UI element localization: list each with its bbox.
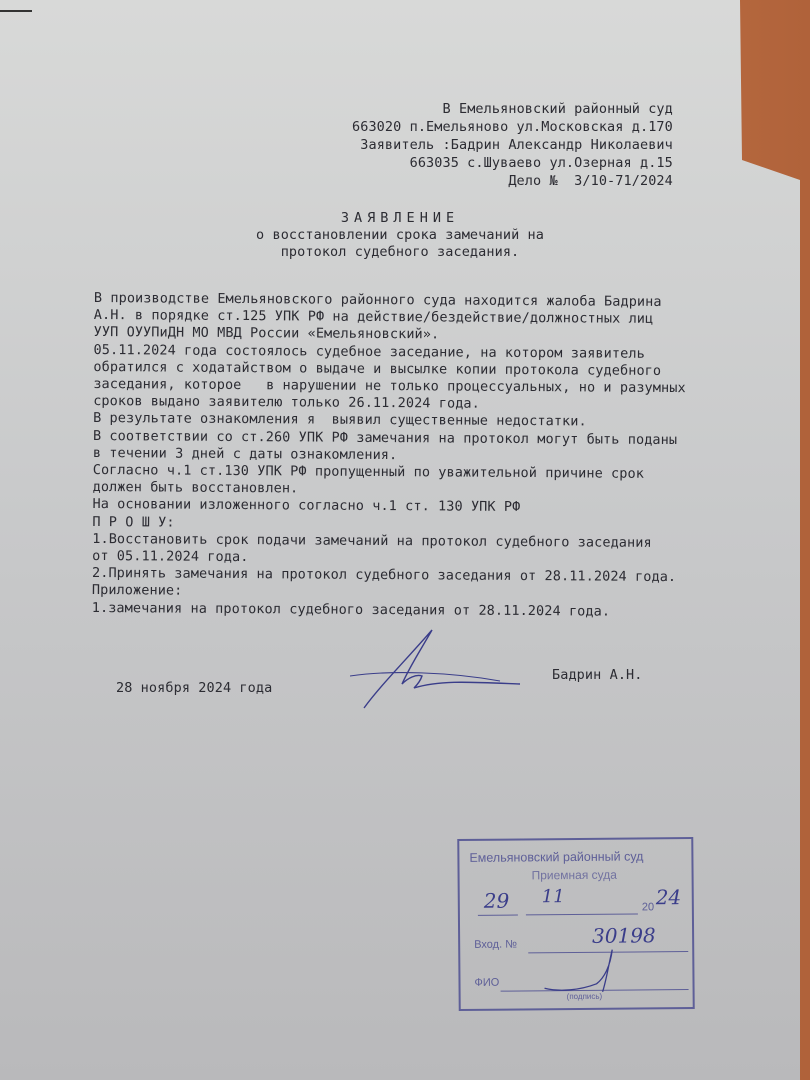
stamp-day: 29 (483, 888, 510, 913)
stamp-month-line (526, 913, 638, 915)
addressee-block (352, 100, 673, 190)
stamp-fio-label: ФИО (474, 976, 500, 989)
document-title (240, 210, 560, 261)
body-line: должен быть восстановлен. (92, 479, 299, 497)
body-line: В результате ознакомления я выявил существенные недостатки. (93, 410, 587, 430)
body-line: А.Н. в порядке ст.125 УПК РФ на действие/бездействие/должностных лиц (93, 307, 654, 328)
body-line: обратился с ходатайством о выдаче и высылке копии протокола судебного (93, 358, 662, 379)
stamp-signature-caption: (подпись) (566, 991, 603, 1002)
document-body (92, 290, 687, 621)
body-line: в течении 3 дней с даты ознакомления. (92, 444, 398, 463)
body-line: сроков выдано заявителю только 26.11.2024 года. (93, 393, 480, 412)
signer-name: Бадрин А.Н. (552, 667, 643, 683)
body-line: 1.замечания на протокол судебного заседания от 28.11.2024 года. (91, 599, 611, 620)
body-line: Приложение: (91, 582, 183, 600)
stamp-month: 11 (541, 886, 565, 908)
handwritten-signature (350, 626, 530, 716)
body-line: 2.Принять замечания на протокол судебного заседания от 28.11.2024 года. (91, 565, 677, 586)
court-reception-stamp (457, 837, 694, 1011)
body-line: УУП ОУУПиДН МО МВД России «Емельяновский». (93, 324, 440, 343)
body-line: 05.11.2024 года состоялось судебное заседание, на котором заявитель (93, 341, 645, 362)
stamp-year-prefix: 20 (641, 901, 655, 914)
stamp-day-line (478, 915, 518, 916)
applicant-address: 663035 с.Шуваево ул.Озерная д.15 (409, 155, 673, 171)
stamp-signature (540, 948, 630, 1002)
corner-mark (0, 10, 32, 12)
stamp-incoming-label: Вход. № (474, 938, 518, 951)
stamp-court-name: Емельяновский районный суд (469, 849, 644, 865)
title-line-1: о восстановлении срока замечаний на (256, 227, 544, 243)
title-line-2: протокол судебного заседания. (280, 244, 520, 260)
court-address: 663020 п.Емельяново ул.Московская д.170 (352, 119, 673, 135)
body-line: от 05.11.2024 года. (92, 548, 249, 566)
body-line: На основании изложенного согласно ч.1 ст. 130 УПК РФ (92, 496, 521, 516)
applicant-name: Заявитель :Бадрин Александр Николаевич (360, 137, 673, 153)
body-line: 1.Восстановить срок подачи замечаний на протокол судебного заседания (92, 530, 652, 551)
stamp-incoming-number: 30198 (591, 923, 656, 948)
stamp-reception: Приемная суда (531, 867, 617, 883)
body-line: заседания, которое в нарушении не только процессуальных, но и разумных (93, 376, 686, 397)
body-line: П Р О Ш У: (92, 513, 175, 531)
signing-date: 28 ноября 2024 года (116, 680, 273, 696)
body-line: Согласно ч.1 ст.130 УПК РФ пропущенный по уважительной причине срок (92, 462, 645, 482)
title-heading: ЗАЯВЛЕНИЕ (340, 210, 460, 226)
stamp-year: 24 (655, 885, 682, 910)
case-number: Дело № 3/10-71/2024 (508, 173, 673, 189)
court-name: В Емельяновский районный суд (442, 101, 673, 117)
body-line: В производстве Емельяновского районного суда находится жалоба Бадрина (93, 290, 662, 310)
body-line: В соответствии со ст.260 УПК РФ замечания на протокол могут быть поданы (92, 427, 678, 448)
